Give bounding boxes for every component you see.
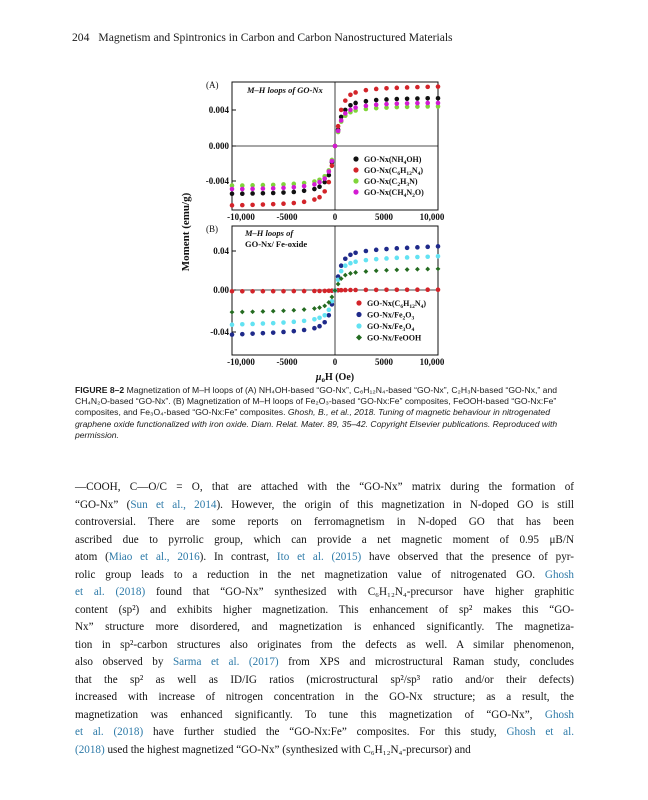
data-point bbox=[281, 308, 286, 313]
data-point bbox=[261, 331, 266, 336]
data-point bbox=[317, 195, 322, 200]
legend-marker bbox=[353, 178, 358, 183]
data-point bbox=[292, 289, 297, 294]
data-point bbox=[250, 191, 255, 196]
book-title: Magnetism and Spintronics in Carbon and Carbon Nanostructured Materials bbox=[98, 31, 453, 44]
data-point bbox=[374, 248, 379, 253]
data-point bbox=[317, 305, 322, 310]
body-line: increased with increase of nitrogen concentration in the GO-Nx structure; as a result, the bbox=[75, 691, 574, 703]
data-point bbox=[312, 306, 317, 311]
data-point bbox=[364, 288, 369, 293]
figure-8-2 bbox=[0, 0, 648, 385]
citation-link[interactable]: Sun et al., 2014 bbox=[130, 498, 217, 511]
data-point bbox=[261, 186, 266, 191]
data-point bbox=[348, 93, 353, 98]
data-point bbox=[230, 187, 235, 192]
data-point bbox=[322, 313, 327, 318]
data-point bbox=[327, 308, 332, 313]
data-point bbox=[364, 249, 369, 254]
data-point bbox=[343, 111, 348, 116]
data-point bbox=[322, 303, 327, 308]
data-point bbox=[240, 332, 245, 337]
data-point bbox=[374, 288, 379, 293]
body-line: —COOH, C—O/C = O, that are attached with the “GO-Nx” matrix during the formation of bbox=[75, 481, 574, 493]
data-point bbox=[302, 189, 307, 194]
panel-b-ytick-3: -0.04 bbox=[210, 327, 229, 337]
data-point bbox=[364, 269, 369, 274]
data-point bbox=[395, 86, 400, 91]
caption-source: Ghosh, B., et al., 2018. Tuning of magnetic behaviour in nitrogenated graphene oxide functionalized with iron oxide. Diam. Relat. Mater. 89, 35–42. Copyright Elsevier publications. Reproduced with permission. bbox=[75, 407, 558, 440]
data-point bbox=[302, 319, 307, 324]
data-point bbox=[302, 307, 307, 312]
data-point bbox=[348, 103, 353, 108]
data-point bbox=[292, 201, 297, 206]
panel-b-ytick-1: 0.04 bbox=[213, 246, 229, 256]
data-point bbox=[281, 330, 286, 335]
panel-a bbox=[206, 80, 441, 210]
data-point bbox=[425, 101, 430, 106]
data-point bbox=[230, 191, 235, 196]
panel-b-xtick-3: 0 bbox=[332, 357, 338, 367]
data-point bbox=[240, 289, 245, 294]
data-point bbox=[353, 259, 358, 264]
data-point bbox=[436, 244, 441, 249]
data-point bbox=[322, 320, 327, 325]
data-point bbox=[374, 87, 379, 92]
legend-marker bbox=[356, 323, 361, 328]
figure-caption bbox=[75, 385, 575, 441]
y-axis-label: Moment (emu/g) bbox=[180, 192, 192, 272]
data-point bbox=[281, 289, 286, 294]
citation-link[interactable]: Ghosh et al. bbox=[506, 726, 574, 738]
data-point bbox=[317, 324, 322, 329]
panel-a-title: M–H loops of GO-Nx bbox=[247, 85, 323, 95]
data-point bbox=[240, 191, 245, 196]
legend-marker bbox=[353, 156, 358, 161]
citation-link[interactable]: et al. (2018) bbox=[75, 586, 146, 598]
data-point bbox=[343, 256, 348, 261]
data-point bbox=[271, 186, 276, 191]
legend-label: $GO-Nx/Fe_3O_4$ bbox=[367, 322, 415, 333]
data-point bbox=[312, 289, 317, 294]
panel-a-xtick-1: -10,000 bbox=[227, 212, 255, 222]
body-line: et al. (2018) have further studied the “GO-Nx:Fe” composites. For this study, Ghosh et al. bbox=[75, 726, 574, 738]
data-point bbox=[425, 85, 430, 90]
data-point bbox=[405, 267, 410, 272]
data-point bbox=[302, 328, 307, 333]
data-point bbox=[339, 263, 344, 268]
panel-b-legend bbox=[356, 299, 426, 343]
legend-label: $GO-Nx(CH_4N_2O)$ bbox=[364, 188, 424, 199]
data-point bbox=[240, 310, 245, 315]
data-point bbox=[395, 97, 400, 102]
data-point bbox=[436, 96, 441, 101]
data-point bbox=[281, 190, 286, 195]
data-point bbox=[261, 202, 266, 207]
panel-a-ytick-3: -0.004 bbox=[205, 176, 229, 186]
data-point bbox=[436, 254, 441, 259]
panel-a-legend bbox=[353, 155, 424, 199]
data-point bbox=[271, 289, 276, 294]
data-point bbox=[415, 96, 420, 101]
body-line: atom (Miao et al., 2016). In contrast, Ito et al. (2015) have observed that the presence of pyr- bbox=[75, 551, 574, 563]
data-point bbox=[384, 247, 389, 252]
panel-b-ytick-2: 0.00 bbox=[213, 285, 229, 295]
data-point bbox=[395, 101, 400, 106]
data-point bbox=[353, 105, 358, 110]
data-point bbox=[348, 108, 353, 113]
data-point bbox=[405, 101, 410, 106]
legend-label: $GO-Nx(NH_4OH)$ bbox=[364, 155, 422, 166]
panel-a-ytick-2: 0.000 bbox=[208, 141, 229, 151]
panel-b-xtick-5: 10,000 bbox=[419, 357, 445, 367]
data-point bbox=[343, 288, 348, 293]
data-point bbox=[250, 331, 255, 336]
citation-link[interactable]: Ito et al. (2015) bbox=[276, 551, 362, 563]
data-point bbox=[271, 321, 276, 326]
data-point bbox=[384, 86, 389, 91]
data-point bbox=[364, 104, 369, 109]
body-text bbox=[75, 479, 574, 759]
page-number: 204 bbox=[72, 31, 90, 44]
panel-b-title-1: M–H loops of bbox=[245, 228, 294, 238]
data-point bbox=[343, 263, 348, 268]
data-point bbox=[339, 108, 344, 113]
panel-a-label: (A) bbox=[206, 80, 219, 90]
body-line: “GO-Nx” (Sun et al., 2014). However, the origin of this magnetization in N-doped GO is still bbox=[75, 498, 574, 511]
citation-link[interactable]: Miao et al., 2016 bbox=[108, 551, 200, 563]
data-point bbox=[261, 309, 266, 314]
citation-link[interactable]: et al. (2018) bbox=[75, 726, 144, 738]
data-point bbox=[415, 85, 420, 90]
data-point bbox=[348, 271, 353, 276]
data-point bbox=[230, 310, 235, 315]
data-point bbox=[364, 258, 369, 263]
data-point bbox=[353, 288, 358, 293]
citation-link[interactable]: Sarma et al. (2017) bbox=[172, 656, 279, 668]
body-line: controversial. There are some reports on ferromagnetism in N-doped GO that has been bbox=[75, 516, 574, 528]
data-point bbox=[336, 129, 341, 134]
data-point bbox=[240, 187, 245, 192]
data-point bbox=[322, 289, 327, 294]
data-point bbox=[230, 332, 235, 337]
data-point bbox=[436, 266, 441, 271]
data-point bbox=[240, 322, 245, 327]
data-point bbox=[312, 317, 317, 322]
data-point bbox=[395, 246, 400, 251]
panel-a-xtick-5: 10,000 bbox=[419, 212, 445, 222]
body-line: content (sp²) and exhibits higher magnetization. This enhancement of sp² makes this “GO- bbox=[75, 603, 574, 616]
data-point bbox=[291, 308, 296, 313]
data-point bbox=[343, 273, 348, 278]
panel-b-title-2: GO-Nx/ Fe-oxide bbox=[245, 239, 308, 249]
data-point bbox=[330, 159, 335, 164]
panel-b-xtick-4: 5000 bbox=[375, 357, 393, 367]
data-point bbox=[261, 321, 266, 326]
legend-label: $GO-Nx(C_2H_3N)$ bbox=[364, 177, 418, 188]
data-point bbox=[327, 180, 332, 185]
data-point bbox=[353, 101, 358, 106]
legend-label: $GO-Nx(C_6H_{12}N_4)$ bbox=[364, 166, 424, 177]
data-point bbox=[425, 287, 430, 292]
data-point bbox=[281, 320, 286, 325]
data-point bbox=[261, 289, 266, 294]
data-point bbox=[436, 101, 441, 106]
data-point bbox=[353, 250, 358, 255]
data-point bbox=[271, 191, 276, 196]
data-point bbox=[395, 256, 400, 261]
legend-marker bbox=[356, 335, 362, 341]
data-point bbox=[250, 187, 255, 192]
data-point bbox=[415, 267, 420, 272]
data-point bbox=[230, 322, 235, 327]
data-point bbox=[384, 102, 389, 107]
data-point bbox=[384, 268, 389, 273]
x-axis-label: $\mu_oH$ (Oe) bbox=[315, 372, 355, 384]
data-point bbox=[343, 98, 348, 103]
data-point bbox=[336, 124, 341, 129]
data-point bbox=[405, 85, 410, 90]
data-point bbox=[395, 288, 400, 293]
data-point bbox=[261, 191, 266, 196]
data-point bbox=[339, 288, 344, 293]
data-point bbox=[436, 287, 441, 292]
data-point bbox=[415, 255, 420, 260]
data-point bbox=[302, 200, 307, 205]
legend-marker bbox=[356, 312, 361, 317]
caption-label: FIGURE 8–2 bbox=[75, 385, 125, 395]
data-point bbox=[364, 99, 369, 104]
data-point bbox=[425, 245, 430, 250]
data-point bbox=[271, 309, 276, 314]
data-point bbox=[384, 97, 389, 102]
data-point bbox=[322, 176, 327, 181]
data-point bbox=[312, 326, 317, 331]
data-point bbox=[292, 185, 297, 190]
data-point bbox=[322, 189, 327, 194]
data-point bbox=[312, 187, 317, 192]
panel-b-xtick-2: -5000 bbox=[276, 357, 298, 367]
panel-b-xtick-1: -10,000 bbox=[227, 357, 255, 367]
data-point bbox=[317, 180, 322, 185]
data-point bbox=[302, 184, 307, 189]
data-point bbox=[384, 288, 389, 293]
data-point bbox=[271, 202, 276, 207]
legend-marker bbox=[356, 300, 361, 305]
data-point bbox=[348, 252, 353, 257]
data-point bbox=[394, 267, 399, 272]
panel-b bbox=[206, 224, 440, 355]
data-point bbox=[327, 169, 332, 174]
data-point bbox=[336, 282, 341, 287]
data-point bbox=[330, 163, 335, 168]
data-point bbox=[230, 203, 235, 208]
citation-link[interactable]: Ghosh bbox=[544, 708, 574, 721]
data-point bbox=[415, 287, 420, 292]
data-point bbox=[436, 84, 441, 89]
data-point bbox=[312, 182, 317, 187]
data-point bbox=[374, 102, 379, 107]
body-line: Nx” structure more disordered, and magnetization is enhanced significantly. The magnetiza- bbox=[75, 621, 574, 633]
data-point bbox=[353, 90, 358, 95]
citation-link[interactable]: (2018) bbox=[75, 743, 105, 756]
data-point bbox=[292, 320, 297, 325]
data-point bbox=[281, 186, 286, 191]
data-point bbox=[415, 101, 420, 106]
body-line: tion in sp²-carbon structures also originates from the defects as well. A similar phenomenon, bbox=[75, 638, 574, 651]
panel-b-label: (B) bbox=[206, 224, 218, 234]
data-point bbox=[250, 203, 255, 208]
legend-marker bbox=[353, 167, 358, 172]
data-point bbox=[317, 184, 322, 189]
panel-a-xtick-4: 5000 bbox=[375, 212, 393, 222]
data-point bbox=[425, 267, 430, 272]
data-point bbox=[271, 330, 276, 335]
legend-label: $GO-Nx/Fe_2O_3$ bbox=[367, 310, 415, 322]
data-point bbox=[317, 315, 322, 320]
data-point bbox=[374, 257, 379, 262]
data-point bbox=[405, 288, 410, 293]
data-point bbox=[405, 96, 410, 101]
body-line: magnetization was enhanced significantly. To tune this magnetization of “GO-Nx”, Ghosh bbox=[75, 708, 574, 721]
panel-a-xtick-3: 0 bbox=[332, 212, 338, 222]
body-line: ascribed due to pyrrolic group, which can provide a net magnetic moment of 0.95 μB/N bbox=[75, 533, 574, 546]
body-line: (2018) used the highest magnetized “GO-Nx” (synthesized with C₆H₁₂N₄-precursor) and bbox=[75, 743, 471, 756]
data-point bbox=[292, 329, 297, 334]
data-point bbox=[333, 144, 338, 149]
data-point bbox=[281, 201, 286, 206]
panel-a-xtick-2: -5000 bbox=[276, 212, 298, 222]
data-point bbox=[292, 190, 297, 195]
body-line: rolic group leads to a reduction in the net magnetization value of nitrogenated GO. Ghosh bbox=[75, 568, 574, 581]
body-line: et al. (2018) found that “GO-Nx” synthesized with C₆H₁₂N₄-precursor have higher graphitic bbox=[75, 586, 574, 598]
data-point bbox=[250, 309, 255, 314]
data-point bbox=[364, 88, 369, 93]
data-point bbox=[230, 289, 235, 294]
data-point bbox=[250, 322, 255, 327]
data-point bbox=[240, 203, 245, 208]
legend-label: $GO-Nx(C_6H_{12}N_4)$ bbox=[367, 299, 427, 310]
data-point bbox=[330, 295, 335, 300]
data-point bbox=[353, 270, 358, 275]
data-point bbox=[312, 197, 317, 202]
data-point bbox=[425, 254, 430, 259]
data-point bbox=[250, 289, 255, 294]
data-point bbox=[374, 98, 379, 103]
body-line: that the sp² as well as ID/IG ratios (microstructural sp²/sp³ ratio and/or their defects) bbox=[75, 673, 574, 686]
caption-text: Magnetization of M–H loops of (A) NH₄OH-based “GO-Nx”, C₆H₁₂N₄-based “GO-Nx”, C₂H₃N-based “GO-Nx,” and CH₄N₂O-based “GO-Nx”. (B) Magnetization of M–H loops of Fe₂O₃-based “GO-Nx:Fe” composites, FeOOH-based “GO-Nx:Fe” composites, and Fe₃O₄-based “GO-Nx:Fe” composites. bbox=[75, 385, 558, 418]
legend-label: GO-Nx/FeOOH bbox=[367, 333, 422, 343]
data-point bbox=[348, 261, 353, 266]
panel-a-ytick-1: 0.004 bbox=[208, 105, 229, 115]
data-point bbox=[405, 255, 410, 260]
data-point bbox=[339, 269, 344, 274]
data-point bbox=[339, 118, 344, 123]
data-point bbox=[327, 313, 332, 318]
citation-link[interactable]: Ghosh bbox=[544, 568, 574, 581]
data-point bbox=[302, 289, 307, 294]
data-point bbox=[348, 288, 353, 293]
body-line: also observed by Sarma et al. (2017) from XPS and microstructural Raman study, concludes bbox=[75, 656, 574, 668]
data-point bbox=[374, 268, 379, 273]
data-point bbox=[384, 256, 389, 261]
data-point bbox=[405, 246, 410, 251]
legend-marker bbox=[353, 189, 358, 194]
data-point bbox=[415, 245, 420, 250]
data-point bbox=[317, 289, 322, 294]
data-point bbox=[425, 96, 430, 101]
